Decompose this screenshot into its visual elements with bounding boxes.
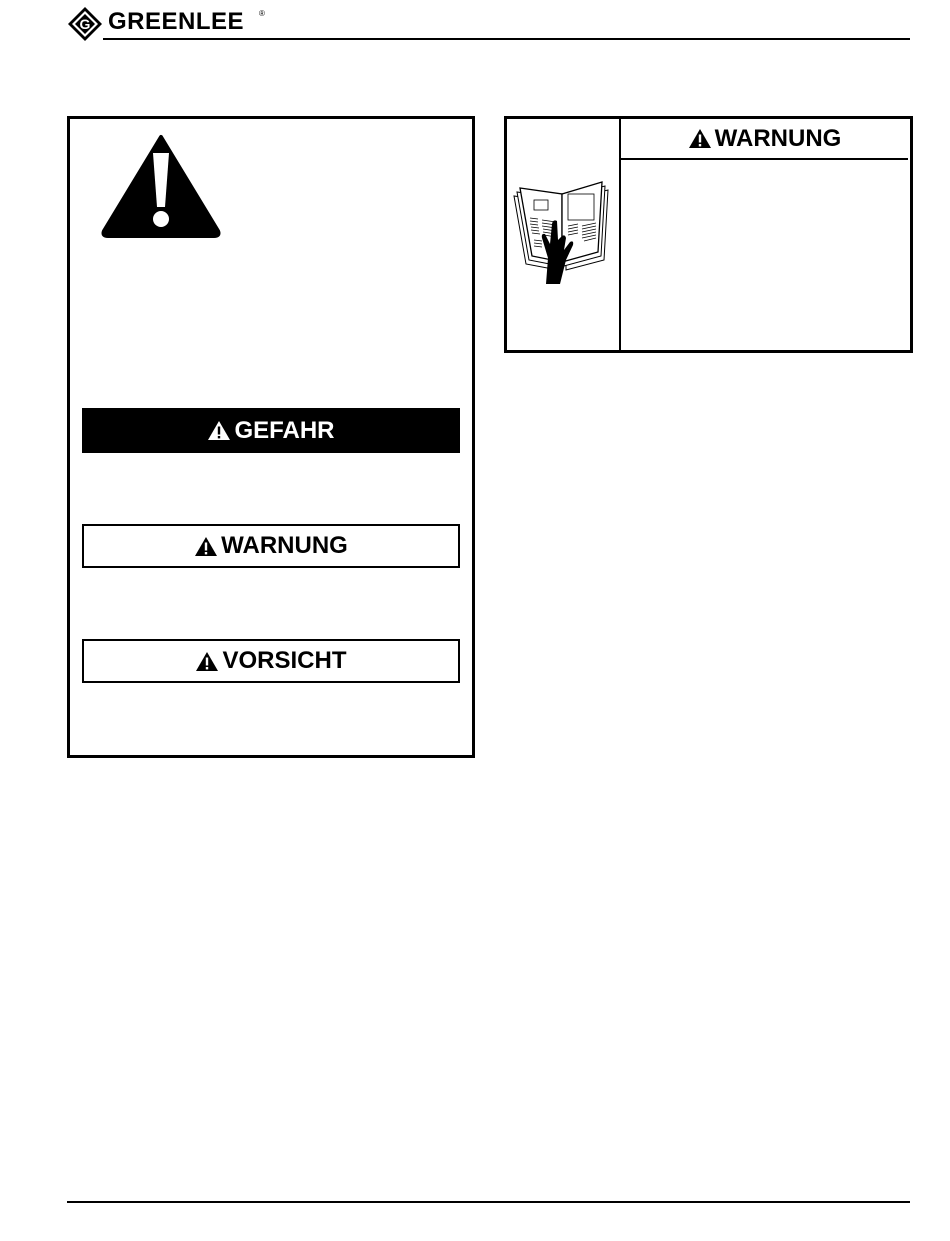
alert-triangle-icon — [194, 536, 218, 557]
read-manual-icon — [512, 180, 612, 284]
signal-word-danger — [82, 408, 460, 453]
signal-word-label: WARNUNG — [221, 532, 348, 559]
footer-rule — [67, 1201, 910, 1203]
signal-word-warning — [82, 524, 460, 568]
alert-triangle-icon — [195, 651, 219, 672]
alert-triangle-icon — [688, 128, 712, 149]
safety-alert-triangle-icon — [100, 133, 222, 239]
brand-name: GREENLEE — [108, 8, 245, 35]
header-rule — [103, 38, 910, 40]
greenlee-logo-icon — [67, 6, 103, 42]
signal-word-label: GEFAHR — [234, 416, 335, 444]
alert-triangle-icon — [207, 420, 231, 441]
registered-mark: ® — [259, 9, 265, 18]
signal-word-warning-right — [621, 119, 908, 160]
signal-word-label: WARNUNG — [714, 124, 842, 152]
signal-word-caution — [82, 639, 460, 683]
svg-text:G: G — [79, 16, 91, 32]
signal-word-label: VORSICHT — [222, 647, 347, 674]
